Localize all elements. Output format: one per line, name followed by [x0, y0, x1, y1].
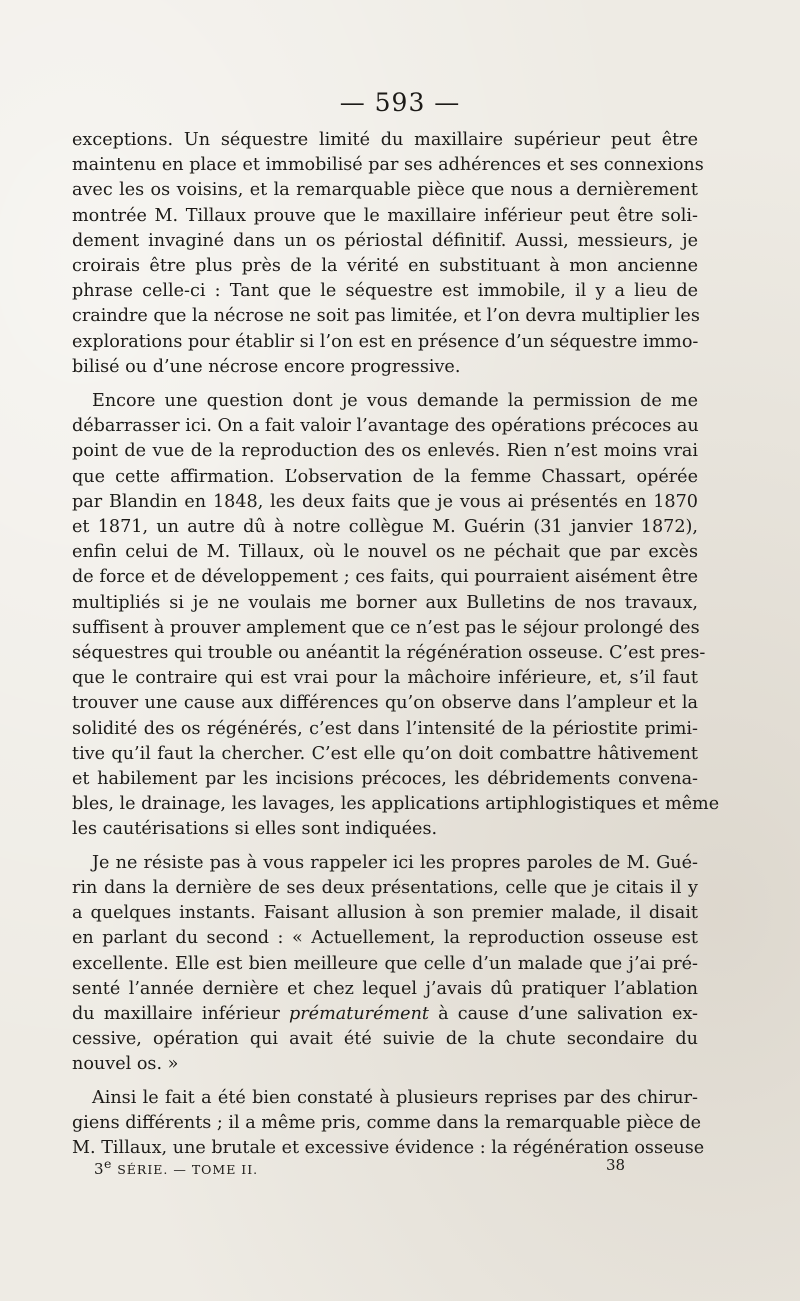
text-line: avec les os voisins, et la remarquable pièce que nous a dernièrement [72, 180, 698, 201]
emphasized-word: prématurément [289, 1003, 429, 1024]
text-line: craindre que la nécrose ne soit pas limitée, et l’on devra multiplier les [72, 306, 700, 327]
text-line: montrée M. Tillaux prouve que le maxillaire inférieur peut être soli- [72, 205, 698, 226]
text-line: de force et de développement ; ces faits, qui pourraient aisément être [72, 567, 698, 588]
text-line: trouver une cause aux différences qu’on observe dans l’ampleur et la [72, 693, 698, 714]
text-line: a quelques instants. Faisant allusion à son premier malade, il disait [72, 903, 698, 924]
series-volume-note [94, 1156, 258, 1178]
text-line: phrase celle-ci : Tant que le séquestre est immobile, il y a lieu de [72, 281, 698, 302]
signature-number: 38 [606, 1156, 626, 1174]
text-line: excellente. Elle est bien meilleure que celle d’un malade que j’ai pré- [72, 953, 698, 974]
text-line: tive qu’il faut la chercher. C’est elle qu’on doit combattre hâtivement [72, 743, 698, 764]
text-line: débarrasser ici. On a fait valoir l’avantage des opérations précoces au [72, 416, 699, 437]
text-segment: à cause d’une salivation ex- [428, 1003, 698, 1024]
text-line: solidité des os régénérés, c’est dans l’intensité de la périostite primi- [72, 718, 698, 739]
text-line: bilisé ou d’une nécrose encore progressive. [72, 356, 461, 377]
series-volume-text: SÉRIE. — TOME II. [117, 1162, 259, 1177]
text-line: séquestres qui trouble ou anéantit la régénération osseuse. C’est pres- [72, 643, 706, 664]
paragraph-gap [72, 380, 698, 389]
text-line: nouvel os. » [72, 1054, 179, 1075]
text-line: maintenu en place et immobilisé par ses adhérences et ses connexions [72, 155, 704, 176]
text-line: croirais être plus près de la vérité en substituant à mon ancienne [72, 256, 698, 277]
text-line: en parlant du second : « Actuellement, la reproduction osseuse est [72, 928, 698, 949]
text-line: cessive, opération qui avait été suivie de la chute secondaire du [72, 1029, 698, 1050]
paragraph-3 [72, 851, 698, 1078]
text-line-with-emphasis [72, 1002, 698, 1027]
text-line: et habilement par les incisions précoces, les débridements convena- [72, 769, 698, 790]
text-line: explorations pour établir si l’on est en présence d’un séquestre immo- [72, 331, 699, 352]
series-superscript: e [104, 1156, 112, 1171]
text-line: enfin celui de M. Tillaux, où le nouvel os ne péchait que par excès [72, 542, 698, 563]
text-line: par Blandin en 1848, les deux faits que je vous ai présentés en 1870 [72, 491, 698, 512]
text-line: Je ne résiste pas à vous rappeler ici les propres paroles de M. Gué- [92, 852, 698, 873]
body-text [72, 128, 720, 1161]
paragraph-gap [72, 843, 698, 851]
text-segment: du maxillaire inférieur [72, 1003, 289, 1024]
paragraph-2 [72, 389, 720, 843]
text-line: bles, le drainage, les lavages, les applications artiphlogistiques et même [72, 794, 720, 815]
text-line: giens différents ; il a même pris, comme dans la remarquable pièce de [72, 1112, 702, 1133]
text-line: les cautérisations si elles sont indiquées. [72, 819, 438, 840]
text-line: Encore une question dont je vous demande la permission de me [92, 391, 698, 412]
text-line: exceptions. Un séquestre limité du maxillaire supérieur peut être [72, 130, 698, 150]
series-number: 3 [94, 1160, 105, 1178]
text-line: que cette affirmation. L’observation de la femme Chassart, opérée [72, 466, 698, 487]
text-line: dement invaginé dans un os périostal définitif. Aussi, messieurs, je [72, 230, 698, 251]
text-line: que le contraire qui est vrai pour la mâchoire inférieure, et, s’il faut [72, 668, 698, 689]
text-line: Ainsi le fait a été bien constaté à plusieurs reprises par des chirur- [92, 1087, 698, 1108]
text-line: M. Tillaux, une brutale et excessive évidence : la régénération osseuse [72, 1137, 705, 1158]
text-line: rin dans la dernière de ses deux présentations, celle que je citais il y [72, 877, 698, 898]
paragraph-4 [72, 1086, 705, 1162]
text-line: et 1871, un autre dû à notre collègue M. Guérin (31 janvier 1872), [72, 517, 698, 538]
text-line: senté l’année dernière et chez lequel j’avais dû pratiquer l’ablation [72, 978, 698, 999]
paragraph-1 [72, 128, 704, 380]
text-line: point de vue de la reproduction des os enlevés. Rien n’est moins vrai [72, 441, 698, 462]
text-line: suffisent à prouver amplement que ce n’est pas le séjour prolongé des [72, 617, 700, 638]
text-line: multipliés si je ne voulais me borner aux Bulletins de nos travaux, [72, 592, 698, 613]
page-number: — 593 — [339, 88, 461, 117]
paragraph-gap [72, 1078, 698, 1086]
